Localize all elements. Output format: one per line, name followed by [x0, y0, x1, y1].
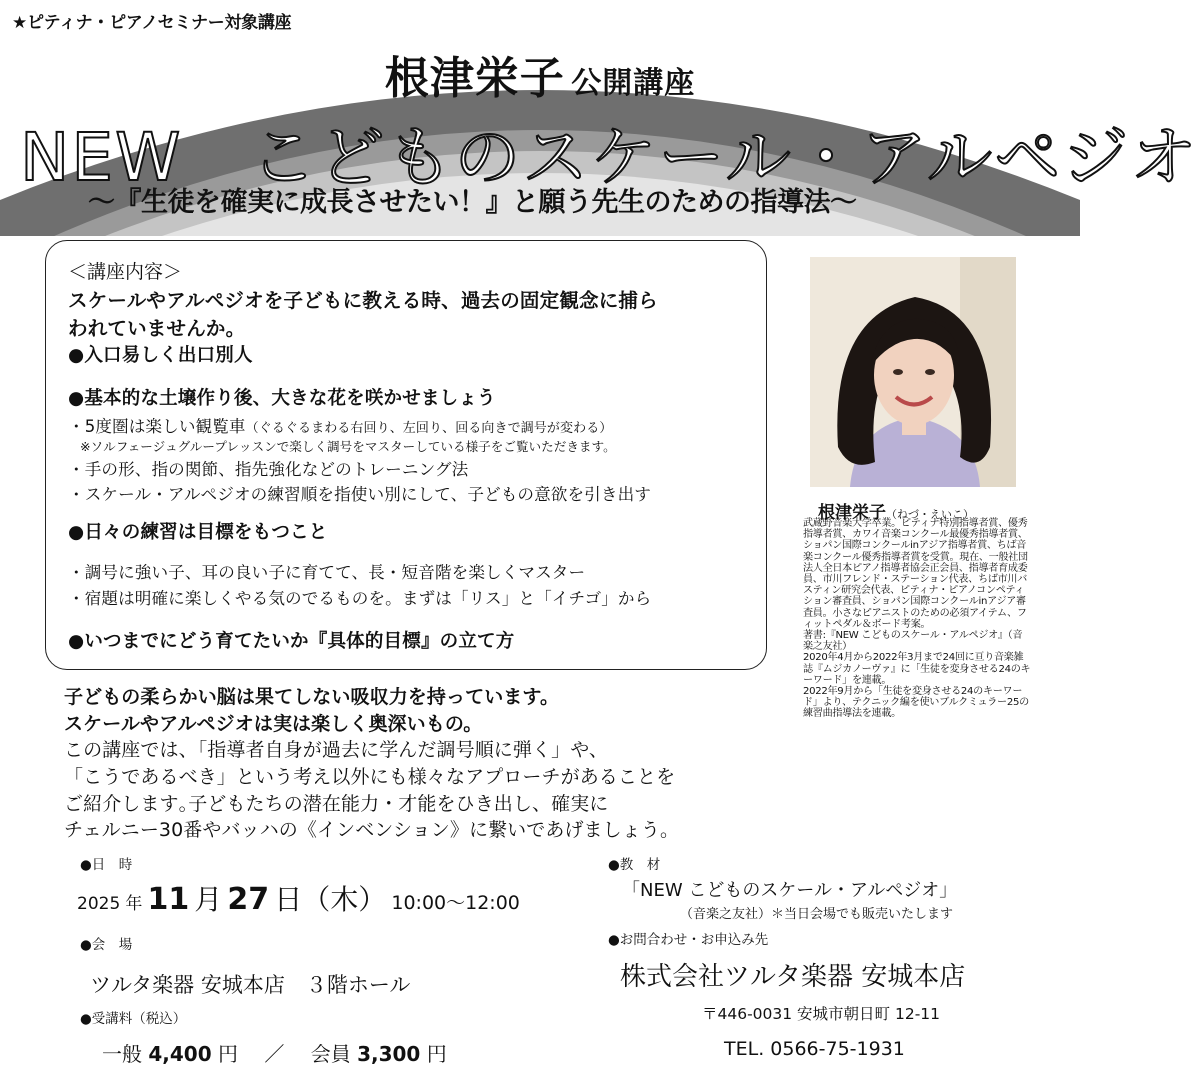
date-label: ●日 時	[80, 857, 133, 873]
subtitle: ～『生徒を確実に成長させたい！』と願う先生のための指導法～	[88, 187, 857, 218]
company-tel: TEL. 0566-75-1931	[724, 1038, 905, 1060]
body-line-1: 子どもの柔らかい脳は果てしない吸収力を持っています。	[64, 686, 560, 708]
date-day-unit: 日	[274, 883, 303, 916]
course-type: 公開講座	[571, 66, 696, 101]
fee-member-label: 会員	[310, 1042, 351, 1066]
item-key-signatures: ・調号に強い子、耳の良い子に育てて、長・短音階を楽しくマスター	[68, 563, 586, 582]
date-day: 27	[227, 882, 270, 917]
body-line-5: ご紹介します｡子どもたちの潜在能力・才能をひき出し、確実に	[64, 793, 609, 815]
venue: ツルタ楽器 安城本店 ３階ホール	[90, 973, 411, 997]
date-month-unit: 月	[194, 883, 223, 916]
instructor-title	[0, 42, 1080, 106]
textbook-label: ●教 材	[608, 857, 661, 873]
fee-label: ●受講料（税込）	[80, 1011, 187, 1027]
textbook-note: （音楽之友社）＊当日会場でも販売いたします	[680, 907, 954, 922]
bio-serial-1: 2020年4月から2022年3月まで24回に亘り音楽雑誌『ムジカノーヴァ』に「生徒を変身させる24のキーワード」を連載。	[803, 652, 1031, 686]
course-content-box	[45, 240, 767, 670]
fee-general-label: 一般	[102, 1042, 142, 1066]
date-year: 2025	[77, 894, 121, 914]
bio-text	[803, 518, 1031, 720]
body-line-3: この講座では、「指導者自身が過去に学んだ調号順に弾く」や、	[64, 739, 609, 761]
fee-separator: ／	[264, 1042, 285, 1066]
company-name: 株式会社ツルタ楽器 安城本店	[620, 962, 966, 992]
date-month: 11	[147, 882, 190, 917]
lead-line-1: スケールやアルペジオを子どもに教える時、過去の固定観念に捕ら	[68, 289, 658, 312]
body-line-2: スケールやアルペジオは実は楽しく奥深いもの。	[64, 713, 483, 735]
item-circle-of-fifths-text: ・5度圏は楽しい観覧車	[68, 417, 246, 436]
item-homework: ・宿題は明確に楽しくやる気のでるものを。まずは「リス」と「イチゴ」から	[68, 589, 652, 608]
fee-member: 3,300	[357, 1042, 421, 1066]
item-circle-of-fifths	[68, 413, 612, 437]
bio-book: 著書:『NEW こどものスケール・アルペジオ』（音楽之友社）	[803, 630, 1023, 653]
bio-name-kana: （ねづ・えいこ）	[886, 508, 974, 521]
date-year-unit: 年	[125, 894, 143, 914]
instructor-name: 根津栄子	[384, 53, 565, 104]
bio-name-text: 根津栄子	[818, 503, 886, 523]
fee-row	[102, 1038, 447, 1067]
body-line-6: チェルニー30番やバッハの《インベンション》に繋いであげましょう。	[64, 819, 680, 841]
bio-career: 武蔵野音楽大学卒業。ピティナ特別指導者賞、優秀指導者賞、カワイ音楽コンクール最優秀指導者賞、ショパン国際コンクールinアジア指導者賞、ちば音楽コンクール優秀指導者賞を受賞。現在、一般社団法人全日本ピアノ指導者協会正会員、指導者育成委員、市川フレンド・ステーション代表、ちば市川バスティン研究会代表、ピティナ・ピアノコンペティション審査員、ショパン国際コンクールinアジア審査員。小さなピアニストのための必須アイテム、フィットペダル＆ボード考案。	[803, 518, 1028, 630]
textbook-title: 「NEW こどものスケール・アルペジオ」	[622, 880, 958, 901]
fee-member-unit: 円	[426, 1042, 447, 1066]
content-heading: ＜講座内容＞	[68, 261, 183, 283]
item-hand-training: ・手の形、指の関節、指先強化などのトレーニング法	[68, 460, 469, 479]
item-practice-order: ・スケール・アルペジオの練習順を指使い別にして、子どもの意欲を引き出す	[68, 485, 651, 504]
date-weekday: （木）	[302, 883, 387, 916]
body-line-4: 「こうであるべき」という考え以外にも様々なアプローチがあることを	[64, 766, 676, 788]
item-note: ※ソルフェージュグループレッスンで楽しく調号をマスターしている様子をご覧いただきます。	[80, 439, 616, 454]
fee-general: 4,400	[148, 1042, 212, 1066]
contact-label: ●お問合わせ・お申込み先	[608, 932, 769, 948]
instructor-photo	[810, 257, 1016, 487]
bullet-3: ●日々の練習は目標をもつこと	[68, 522, 328, 543]
event-date	[77, 878, 520, 918]
item-circle-of-fifths-paren: （ぐるぐるまわる右回り、左回り、回る向きで調号が変わる）	[245, 421, 613, 436]
lead-line-2: われていませんか。	[68, 317, 246, 340]
seminar-tag: ★ピティナ・ピアノセミナー対象講座	[12, 13, 292, 33]
main-title: NEW こどものスケール・アルペジオ	[20, 119, 1198, 196]
bullet-1: ●入口易しく出口別人	[68, 345, 253, 366]
bullet-2: ●基本的な土壌作り後、大きな花を咲かせましょう	[68, 388, 496, 409]
event-time: 10:00～12:00	[391, 892, 520, 914]
venue-label: ●会 場	[80, 937, 133, 953]
fee-general-unit: 円	[217, 1042, 238, 1066]
bullet-4: ●いつまでにどう育てたいか『具体的目標』の立て方	[68, 631, 515, 652]
bio-serial-2: 2022年9月から「生徒を変身させる24のキーワード」より、テクニック編を使いブルクミュラー25の練習曲指導法を連載。	[803, 686, 1029, 720]
company-address: 〒446-0031 安城市朝日町 12-11	[702, 1005, 941, 1023]
